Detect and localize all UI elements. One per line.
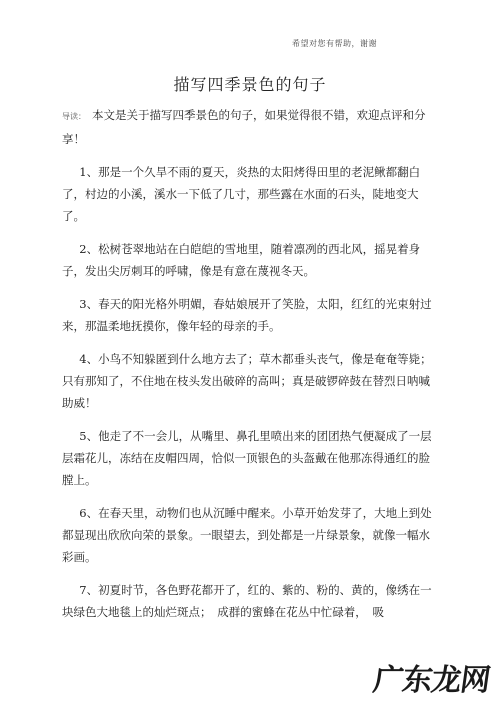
site-watermark-logo: 广东龙网 [371, 663, 492, 698]
paragraph-2: 2、松树苍翠地站在白皑皑的雪地里，随着凛冽的西北风，摇晃着身子，发出尖厉刺耳的呼啸，像是有意在蔑视冬天。 [62, 242, 421, 278]
paragraph-6: 6、在春天里，动物们也从沉睡中醒来。小草开始发芽了，大地上到处都显现出欣欣向荣的景象。一眼望去，到处都是一片绿景象，就像一幅水彩画。 [62, 506, 432, 564]
intro-paragraph [62, 104, 440, 150]
intro-label: 导读： [62, 112, 86, 121]
header-note: 希望对您有帮助，谢谢 [292, 39, 377, 48]
paragraph-4: 4、小鸟不知躲匿到什么地方去了；草木都垂头丧气，像是奄奄等毙；只有那知了，不住地在枝头发出破碎的高叫；真是破锣碎鼓在替烈日呐喊助威！ [62, 352, 432, 410]
paragraph-1: 1、那是一个久旱不雨的夏天，炎热的太阳烤得田里的老泥鳅都翻白了，村边的小溪，溪水一下低了几寸，那些露在水面的石头，陡地变大了。 [62, 165, 421, 223]
paragraph-3: 3、春天的阳光格外明媚，春姑娘展开了笑脸，太阳，红红的光束射过来，那温柔地抚摸你，像年轻的母亲的手。 [62, 297, 432, 333]
intro-text: 本文是关于描写四季景色的句子，如果觉得很不错，欢迎点评和分享！ [62, 108, 426, 146]
page-title: 描写四季景色的句子 [173, 75, 327, 94]
paragraph-7: 7、初夏时节，各色野花都开了，红的、紫的、粉的、黄的，像绣在一块绿色大地毯上的灿烂斑点； 成群的蜜蜂在花丛中忙碌着， 吸 [62, 583, 432, 619]
paragraph-5: 5、他走了不一会儿，从嘴里、鼻孔里喷出来的团团热气便凝成了一层层霜花儿，冻结在皮帽四周，恰似一顶银色的头盔戴在他那冻得通红的脸膛上。 [62, 429, 432, 487]
article-body [62, 104, 440, 634]
